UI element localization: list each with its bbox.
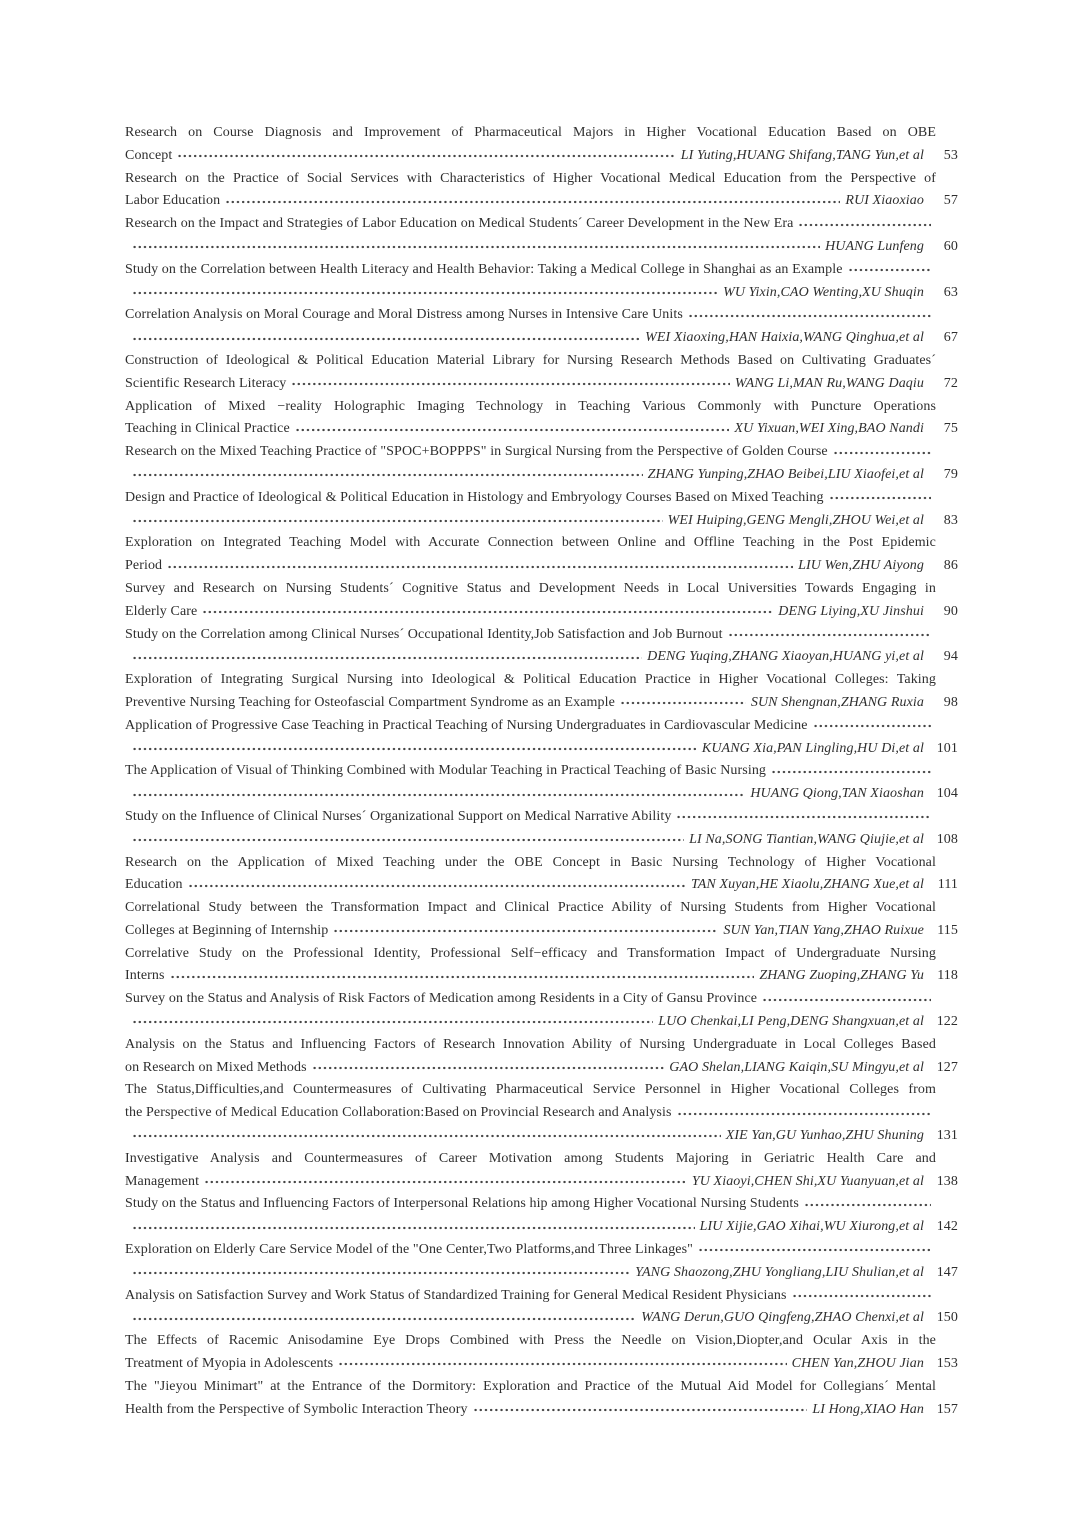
entry-title-line (125, 852, 958, 875)
title-text: Management (125, 1173, 200, 1189)
title-text: Survey and Research on Nursing Students´ Cognitive Status and Development Needs in Local Universities Towards Engaging in (125, 580, 936, 596)
entry-ref-line (125, 874, 958, 897)
entry-title-line (125, 1034, 958, 1057)
title-text: Analysis on the Status and Influencing Factors of Research Innovation Ability of Nursing Undergraduate in Local Colleges Based (125, 1036, 936, 1052)
title-text: Preventive Nursing Teaching for Osteofascial Compartment Syndrome as an Example (125, 694, 615, 710)
title-text: The "Jieyou Minimart" at the Entrance of the Dormitory: Exploration and Practice of the Mutual Aid Model for Collegians´ Mental (125, 1378, 936, 1394)
title-text: Treatment of Myopia in Adolescents (125, 1356, 334, 1372)
title-text: Investigative Analysis and Countermeasures of Career Motivation among Students Majoring in Geriatric Health Care and (125, 1150, 936, 1166)
entry-title-line (125, 1285, 958, 1308)
entry-page-number: 150 (936, 1310, 958, 1326)
entry-ref-line (125, 965, 958, 988)
title-text: The Effects of Racemic Anisodamine Eye Drops Combined with Press the Needle on Vision,Diopter,and Ocular Axis in the (125, 1333, 936, 1349)
entry-title-line (125, 122, 958, 145)
toc-entry (125, 487, 958, 533)
dot-leader (291, 377, 729, 391)
entry-page-number: 60 (943, 238, 958, 254)
entry-title-line (125, 715, 958, 738)
title-text: The Application of Visual of Thinking Combined with Modular Teaching in Practical Teaching of Basic Nursing (125, 763, 767, 779)
toc-entry (125, 441, 958, 487)
dot-leader (676, 810, 931, 824)
dot-leader (170, 970, 755, 984)
entry-ref-line (125, 1216, 958, 1239)
toc-entry (125, 304, 958, 350)
entry-page-number: 111 (937, 877, 958, 893)
entry-title-line (125, 304, 958, 327)
dot-leader (804, 1198, 931, 1212)
dot-leader (132, 240, 820, 254)
dot-leader (798, 218, 931, 232)
dot-leader (132, 1312, 636, 1326)
entry-authors: WEI Xiaoxing,HAN Haixia,WANG Qinghua,et al (645, 330, 924, 346)
dot-leader (295, 423, 730, 437)
title-text: Teaching in Clinical Practice (125, 421, 290, 437)
entry-page-number: 63 (943, 284, 958, 300)
toc-entry (125, 1193, 958, 1239)
title-text: Correlative Study on the Professional Identity, Professional Self−efficacy and Transformation Impact of Undergraduate Nursing (125, 945, 936, 961)
dot-leader (132, 651, 642, 665)
toc-entry (125, 1285, 958, 1331)
entry-authors: WU Yixin,CAO Wenting,XU Shuqin (723, 284, 924, 300)
title-text: Correlational Study between the Transformation Impact and Clinical Practice Ability of Nursing Students from Higher Vocational (125, 900, 936, 916)
entry-title-line (125, 1148, 958, 1171)
entry-authors: WEI Huiping,GENG Mengli,ZHOU Wei,et al (667, 512, 924, 528)
entry-authors: SUN Yan,TIAN Yang,ZHAO Ruixue (723, 922, 924, 938)
entry-title-line (125, 897, 958, 920)
entry-ref-line (125, 601, 958, 624)
title-text: Interns (125, 968, 165, 984)
entry-authors: KUANG Xia,PAN Lingling,HU Di,et al (701, 740, 924, 756)
dot-leader (132, 286, 718, 300)
title-text: Design and Practice of Ideological & Political Education in Histology and Embryology Courses Based on Mixed Teaching (125, 489, 824, 505)
entry-authors: RUI Xiaoxiao (845, 193, 924, 209)
toc-list (125, 122, 958, 1421)
title-text: Labor Education (125, 193, 221, 209)
entry-title-line (125, 1102, 958, 1125)
entry-page-number: 147 (936, 1264, 958, 1280)
entry-authors: XU Yixuan,WEI Xing,BAO Nandi (734, 421, 924, 437)
entry-title-line (125, 578, 958, 601)
entry-page-number: 127 (936, 1059, 958, 1075)
entry-page-number: 83 (943, 512, 958, 528)
title-text: The Status,Difficulties,and Countermeasures of Cultivating Pharmaceutical Service Personnel in Higher Vocational Colleges from (125, 1082, 936, 1098)
entry-page-number: 79 (943, 466, 958, 482)
title-text: Elderly Care (125, 603, 198, 619)
dot-leader (132, 1129, 721, 1143)
entry-authors: TAN Xuyan,HE Xiaolu,ZHANG Xue,et al (690, 877, 924, 893)
entry-authors: WANG Li,MAN Ru,WANG Daqiu (734, 375, 924, 391)
entry-ref-line (125, 236, 958, 259)
entry-authors: LUO Chenkai,LI Peng,DENG Shangxuan,et al (658, 1014, 924, 1030)
entry-page-number: 157 (936, 1401, 958, 1417)
dot-leader (132, 514, 663, 528)
entry-ref-line (125, 327, 958, 350)
dot-leader (167, 560, 793, 574)
entry-title-line (125, 350, 958, 373)
title-text: on Research on Mixed Methods (125, 1059, 307, 1075)
entry-title-line (125, 532, 958, 555)
entry-authors: XIE Yan,GU Yunhao,ZHU Shuning (725, 1128, 924, 1144)
entry-ref-line (125, 829, 958, 852)
toc-entry (125, 669, 958, 715)
entry-ref-line (125, 145, 958, 168)
dot-leader (132, 833, 684, 847)
title-text: Application of Progressive Case Teaching in Practical Teaching of Nursing Undergraduates in Cardiovascular Medicine (125, 717, 808, 733)
entry-title-line (125, 943, 958, 966)
title-text: Education (125, 877, 183, 893)
entry-title-line (125, 213, 958, 236)
title-text: Survey on the Status and Analysis of Risk Factors of Medication among Residents in a City of Gansu Province (125, 991, 758, 1007)
entry-title-line (125, 1193, 958, 1216)
entry-page-number: 72 (943, 375, 958, 391)
dot-leader (620, 696, 746, 710)
entry-title-line (125, 1330, 958, 1353)
dot-leader (473, 1403, 808, 1417)
entry-authors: SUN Shengnan,ZHANG Ruxia (750, 694, 924, 710)
entry-ref-line (125, 464, 958, 487)
toc-entry (125, 760, 958, 806)
dot-leader (333, 924, 718, 938)
title-text: Research on Course Diagnosis and Improvement of Pharmaceutical Majors in Higher Vocational Education Based on OBE (125, 125, 936, 140)
entry-page-number: 115 (937, 922, 958, 938)
entry-authors: HUANG Qiong,TAN Xiaoshan (750, 786, 924, 802)
entry-ref-line (125, 1262, 958, 1285)
dot-leader (771, 765, 931, 779)
entry-ref-line (125, 920, 958, 943)
entry-ref-line (125, 1353, 958, 1376)
title-text: Scientific Research Literacy (125, 375, 287, 391)
title-text: Analysis on Satisfaction Survey and Work Status of Standardized Training for General Medical Resident Physicians (125, 1287, 787, 1303)
entry-authors: LI Na,SONG Tiantian,WANG Qiujie,et al (689, 831, 924, 847)
dot-leader (688, 309, 931, 323)
dot-leader (132, 1015, 653, 1029)
entry-authors: YU Xiaoyi,CHEN Shi,XU Yuanyuan,et al (691, 1173, 924, 1189)
title-text: Study on the Correlation between Health Literacy and Health Behavior: Taking a Medical College in Shanghai as an Example (125, 261, 843, 277)
entry-title-line (125, 441, 958, 464)
title-text: Colleges at Beginning of Internship (125, 922, 329, 938)
entry-page-number: 142 (936, 1219, 958, 1235)
title-text: Research on the Application of Mixed Teaching under the OBE Concept in Basic Nursing Technology of Higher Vocational (125, 854, 936, 870)
entry-page-number: 86 (943, 558, 958, 574)
dot-leader (132, 1221, 695, 1235)
dot-leader (677, 1107, 931, 1121)
entry-title-line (125, 487, 958, 510)
toc-entry (125, 578, 958, 624)
title-text: Study on the Status and Influencing Factors of Interpersonal Relations hip among Higher Vocational Nursing Students (125, 1196, 799, 1212)
toc-entry (125, 943, 958, 989)
dot-leader (698, 1243, 931, 1257)
dot-leader (132, 332, 640, 346)
entry-title-line (125, 1079, 958, 1102)
entry-ref-line (125, 738, 958, 761)
dot-leader (829, 491, 931, 505)
entry-title-line (125, 806, 958, 829)
title-text: Period (125, 558, 163, 574)
entry-page-number: 131 (936, 1128, 958, 1144)
title-text: the Perspective of Medical Education Collaboration:Based on Provincial Research and Analysis (125, 1105, 672, 1121)
entry-ref-line (125, 373, 958, 396)
title-text: Exploration on Elderly Care Service Model of the "One Center,Two Platforms,and Three Linkages" (125, 1242, 693, 1258)
dot-leader (848, 263, 931, 277)
entry-authors: LI Hong,XIAO Han (812, 1401, 924, 1417)
title-text: Exploration of Integrating Surgical Nursing into Ideological & Political Education Practice in Higher Vocational Colleges: Taking (125, 672, 936, 688)
entry-title-line (125, 1239, 958, 1262)
entry-page-number: 104 (936, 786, 958, 802)
dot-leader (188, 879, 686, 893)
entry-ref-line (125, 1125, 958, 1148)
dot-leader (833, 446, 931, 460)
entry-ref-line (125, 783, 958, 806)
entry-title-line (125, 624, 958, 647)
entry-title-line (125, 396, 958, 419)
entry-ref-line (125, 646, 958, 669)
dot-leader (312, 1061, 665, 1075)
toc-entry (125, 624, 958, 670)
toc-entry (125, 1376, 958, 1422)
entry-authors: ZHANG Zuoping,ZHANG Yu (759, 968, 924, 984)
entry-title-line (125, 669, 958, 692)
toc-entry (125, 259, 958, 305)
title-text: Study on the Influence of Clinical Nurses´ Organizational Support on Medical Narrative Ability (125, 808, 672, 824)
entry-ref-line (125, 282, 958, 305)
toc-entry (125, 897, 958, 943)
toc-entry (125, 988, 958, 1034)
entry-page-number: 90 (943, 603, 958, 619)
dot-leader (132, 742, 697, 756)
toc-entry (125, 715, 958, 761)
entry-page-number: 98 (943, 694, 958, 710)
title-text: Application of Mixed −reality Holographic Imaging Technology in Teaching Various Commonly with Puncture Operations (125, 398, 936, 414)
dot-leader (792, 1289, 932, 1303)
entry-ref-line (125, 510, 958, 533)
dot-leader (132, 1266, 630, 1280)
entry-authors: DENG Liying,XU Jinshui (778, 603, 924, 619)
dot-leader (177, 149, 675, 163)
entry-page-number: 57 (943, 193, 958, 209)
title-text: Research on the Mixed Teaching Practice of "SPOC+BOPPPS" in Surgical Nursing from the Perspective of Golden Course (125, 444, 828, 460)
toc-entry (125, 168, 958, 214)
dot-leader (225, 195, 840, 209)
entry-ref-line (125, 190, 958, 213)
toc-entry (125, 1034, 958, 1080)
toc-entry (125, 1079, 958, 1147)
dot-leader (132, 788, 745, 802)
entry-page-number: 101 (936, 740, 958, 756)
entry-page-number: 53 (943, 147, 958, 163)
entry-authors: DENG Yuqing,ZHANG Xiaoyan,HUANG yi,et al (647, 649, 924, 665)
toc-entry (125, 806, 958, 852)
toc-entry (125, 1330, 958, 1376)
toc-entry (125, 350, 958, 396)
dot-leader (728, 628, 931, 642)
entry-authors: LIU Xijie,GAO Xihai,WU Xiurong,et al (699, 1219, 924, 1235)
entry-ref-line (125, 418, 958, 441)
entry-page-number: 67 (943, 330, 958, 346)
toc-entry (125, 1148, 958, 1194)
toc-entry (125, 213, 958, 259)
dot-leader (204, 1175, 687, 1189)
entry-authors: WANG Derun,GUO Qingfeng,ZHAO Chenxi,et al (641, 1310, 924, 1326)
entry-page-number: 122 (936, 1014, 958, 1030)
toc-entry (125, 1239, 958, 1285)
toc-entry (125, 122, 958, 168)
entry-title-line (125, 988, 958, 1011)
entry-ref-line (125, 692, 958, 715)
entry-authors: YANG Shaozong,ZHU Yongliang,LIU Shulian,et al (635, 1264, 924, 1280)
title-text: Research on the Impact and Strategies of Labor Education on Medical Students´ Career Development in the New Era (125, 216, 794, 232)
title-text: Correlation Analysis on Moral Courage and Moral Distress among Nurses in Intensive Care Units (125, 307, 683, 323)
entry-authors: HUANG Lunfeng (825, 238, 924, 254)
entry-ref-line (125, 1057, 958, 1080)
title-text: Health from the Perspective of Symbolic Interaction Theory (125, 1401, 468, 1417)
entry-page-number: 94 (943, 649, 958, 665)
dot-leader (813, 719, 931, 733)
entry-ref-line (125, 1011, 958, 1034)
entry-title-line (125, 259, 958, 282)
entry-ref-line (125, 1307, 958, 1330)
dot-leader (338, 1357, 786, 1371)
entry-ref-line (125, 1399, 958, 1422)
title-text: Study on the Correlation among Clinical Nurses´ Occupational Identity,Job Satisfaction and Job Burnout (125, 626, 723, 642)
entry-ref-line (125, 555, 958, 578)
entry-authors: ZHANG Yunping,ZHAO Beibei,LIU Xiaofei,et al (647, 466, 924, 482)
entry-authors: LI Yuting,HUANG Shifang,TANG Yun,et al (680, 147, 924, 163)
entry-page-number: 118 (937, 968, 958, 984)
entry-page-number: 153 (936, 1356, 958, 1372)
toc-entry (125, 396, 958, 442)
entry-authors: GAO Shelan,LIANG Kaiqin,SU Mingyu,et al (669, 1059, 924, 1075)
entry-title-line (125, 1376, 958, 1399)
dot-leader (132, 468, 643, 482)
toc-entry (125, 852, 958, 898)
entry-title-line (125, 760, 958, 783)
entry-page-number: 138 (936, 1173, 958, 1189)
entry-authors: CHEN Yan,ZHOU Jian (791, 1356, 924, 1372)
dot-leader (202, 605, 773, 619)
title-text: Exploration on Integrated Teaching Model with Accurate Connection between Online and Offline Teaching in the Post Epidemic (125, 535, 936, 551)
toc-entry (125, 532, 958, 578)
title-text: Research on the Practice of Social Services with Characteristics of Higher Vocational Medical Education from the Perspective of (125, 170, 936, 186)
entry-page-number: 108 (936, 831, 958, 847)
dot-leader (762, 993, 931, 1007)
entry-ref-line (125, 1171, 958, 1194)
entry-title-line (125, 168, 958, 191)
entry-authors: LIU Wen,ZHU Aiyong (798, 558, 924, 574)
entry-page-number: 75 (943, 421, 958, 437)
title-text: Construction of Ideological & Political Education Material Library for Nursing Research Methods Based on Cultivating Graduates´ (125, 352, 936, 368)
title-text: Concept (125, 147, 173, 163)
